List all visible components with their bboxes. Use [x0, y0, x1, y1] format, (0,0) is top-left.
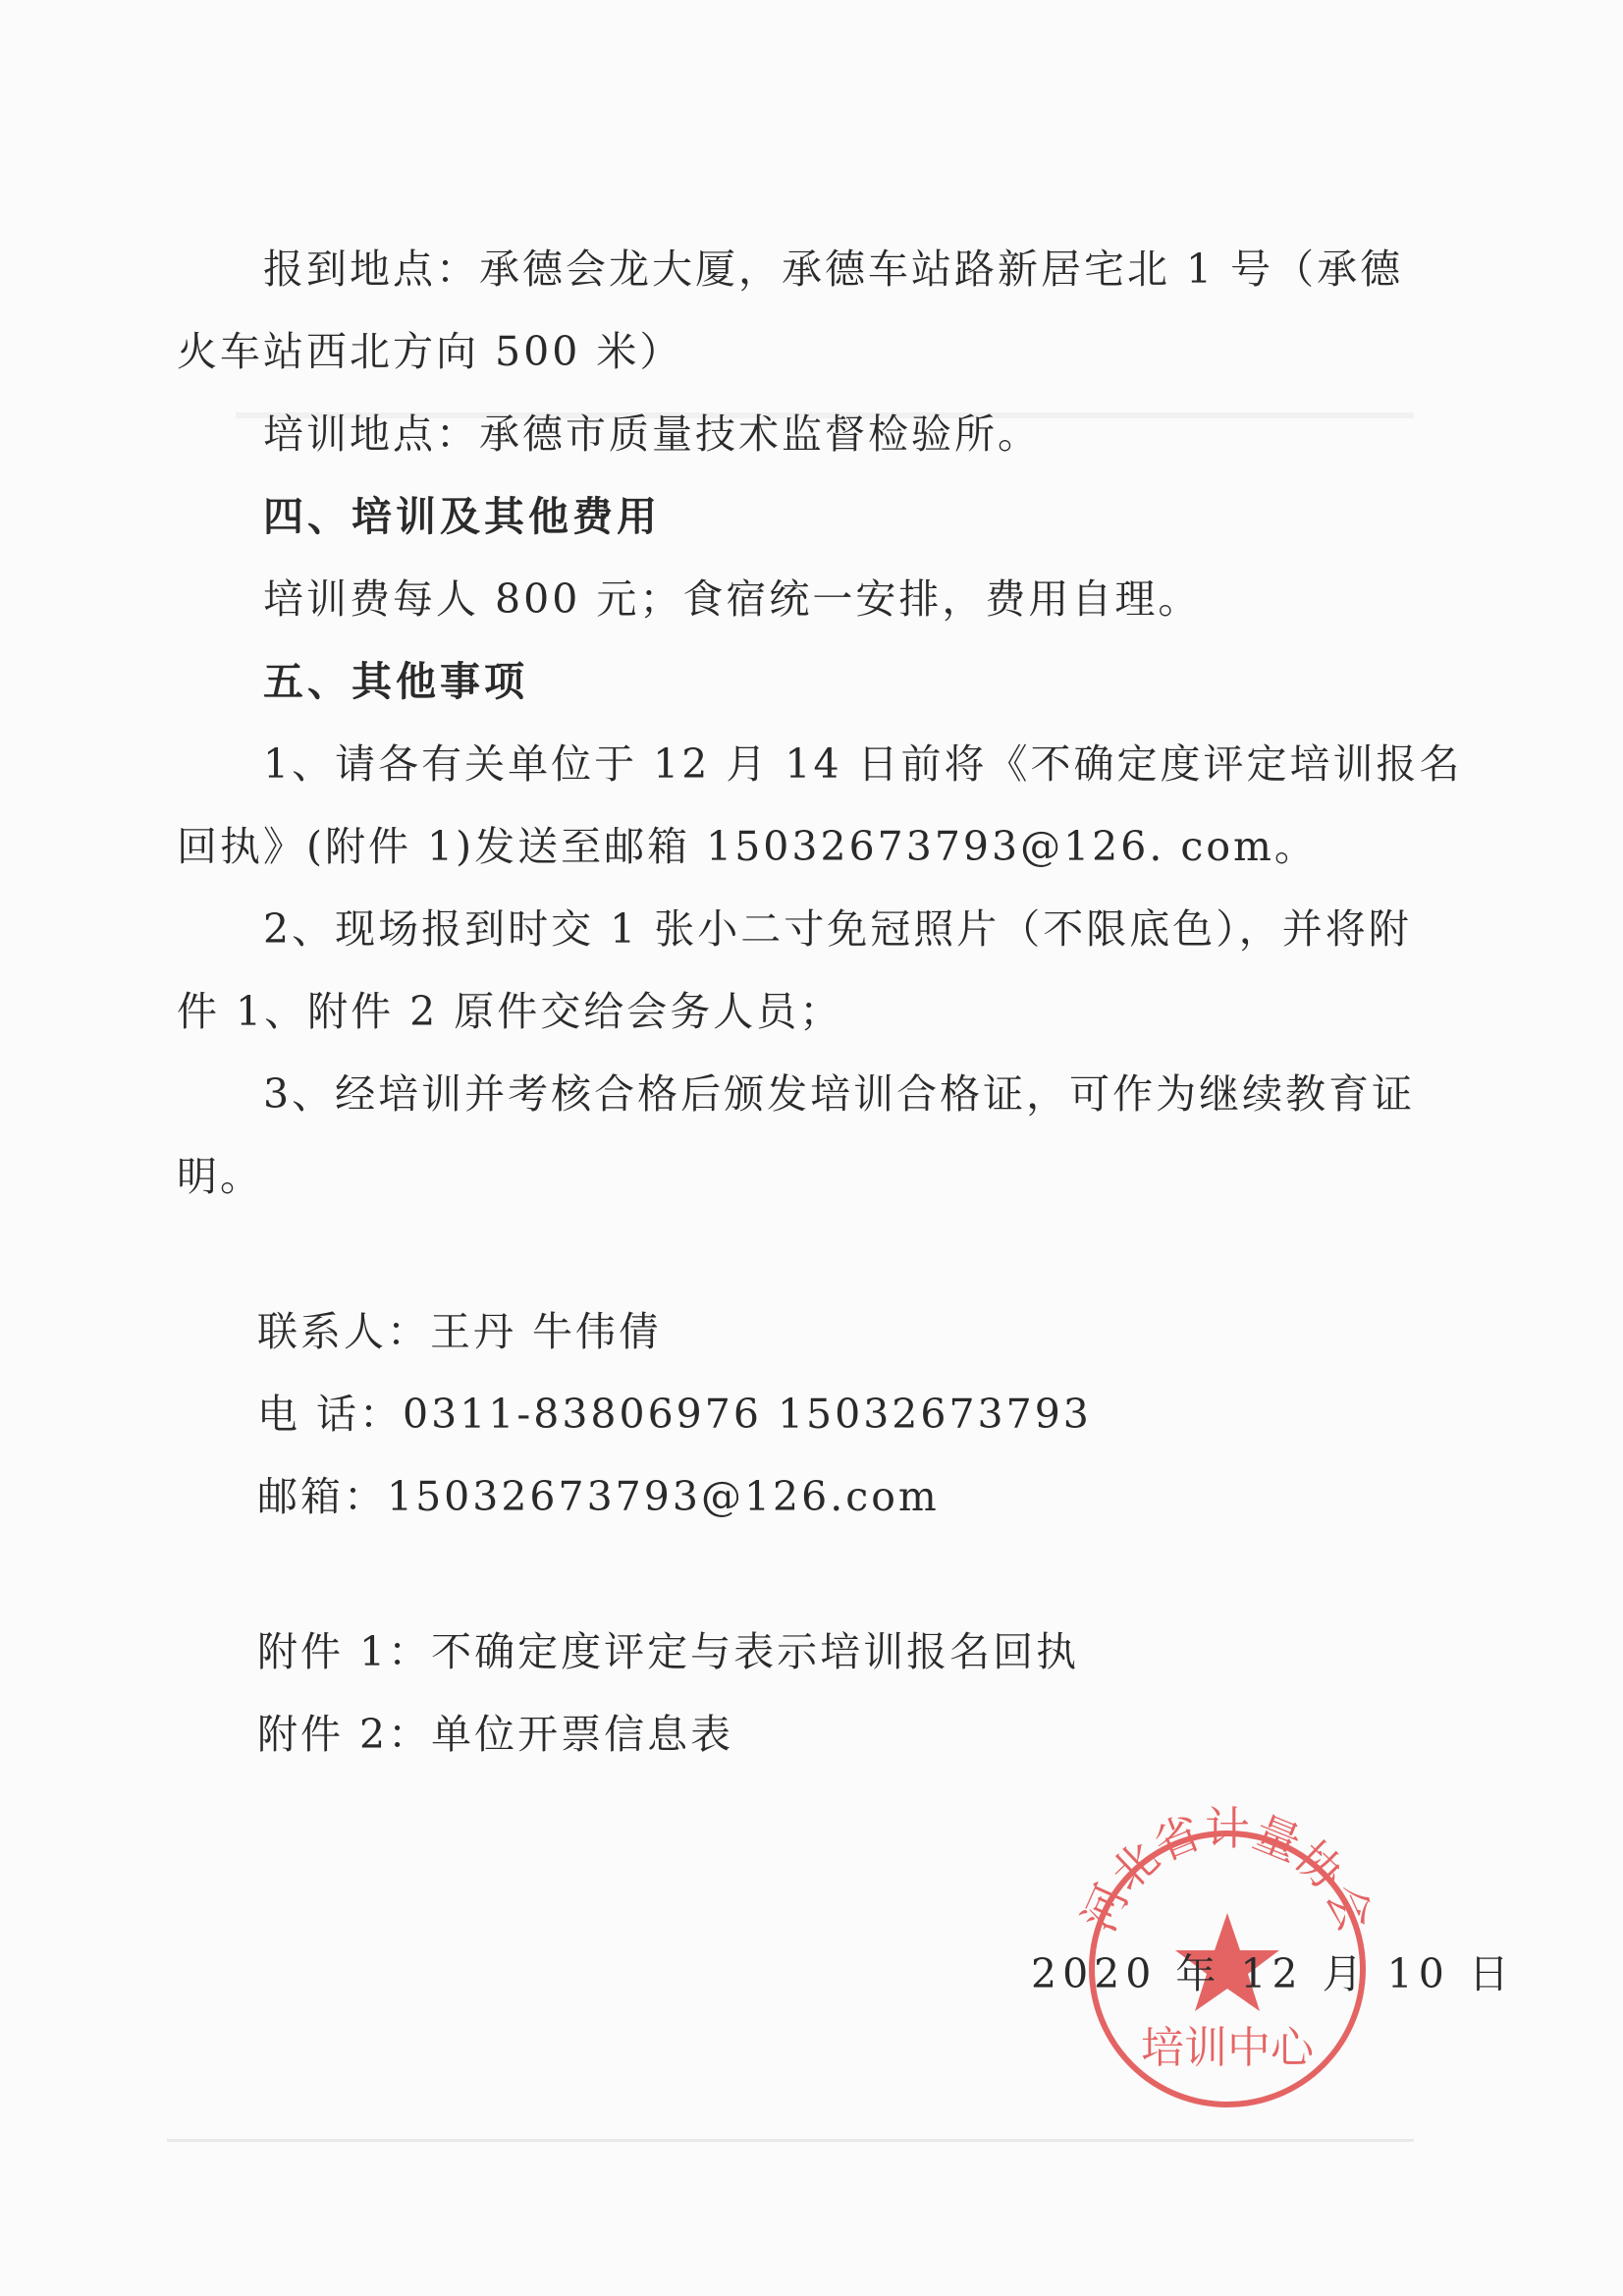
- report-location-line-1: 报到地点：承德会龙大厦，承德车站路新居宅北 1 号（承德: [263, 246, 1404, 293]
- item-3-line-1: 3、经培训并考核合格后颁发培训合格证，可作为继续教育证: [263, 1070, 1416, 1118]
- item-1-line-2: 回执》(附件 1)发送至邮箱 15032673793@126. com。: [177, 823, 1318, 870]
- contact-email: 邮箱：15032673793@126.com: [257, 1473, 940, 1520]
- section-5-heading: 五、其他事项: [263, 658, 528, 705]
- attachment-2: 附件 2：单位开票信息表: [257, 1711, 734, 1758]
- seal-center-text: 培训中心: [1141, 2023, 1314, 2073]
- contact-phone: 电 话：0311-83806976 15032673793: [257, 1391, 1092, 1438]
- section-4-text: 培训费每人 800 元；食宿统一安排，费用自理。: [263, 575, 1202, 623]
- item-3-line-2: 明。: [177, 1153, 263, 1200]
- item-2-line-2: 件 1、附件 2 原件交给会务人员；: [177, 988, 843, 1035]
- training-location: 培训地点：承德市质量技术监督检验所。: [263, 410, 1041, 458]
- seal-org-text: 河北省计量协会: [1071, 1802, 1383, 1940]
- item-1-line-1: 1、请各有关单位于 12 月 14 日前将《不确定度评定培训报名: [263, 740, 1463, 788]
- section-4-heading: 四、培训及其他费用: [263, 493, 661, 540]
- attachment-1: 附件 1：不确定度评定与表示培训报名回执: [257, 1628, 1080, 1675]
- document-date: 2020 年 12 月 10 日: [1031, 1950, 1515, 1997]
- item-2-line-1: 2、现场报到时交 1 张小二寸免冠照片（不限底色），并将附: [263, 905, 1412, 953]
- contact-person: 联系人：王丹 牛伟倩: [257, 1308, 663, 1355]
- report-location-line-2: 火车站西北方向 500 米）: [177, 328, 683, 375]
- footer-rule: [167, 2139, 1414, 2142]
